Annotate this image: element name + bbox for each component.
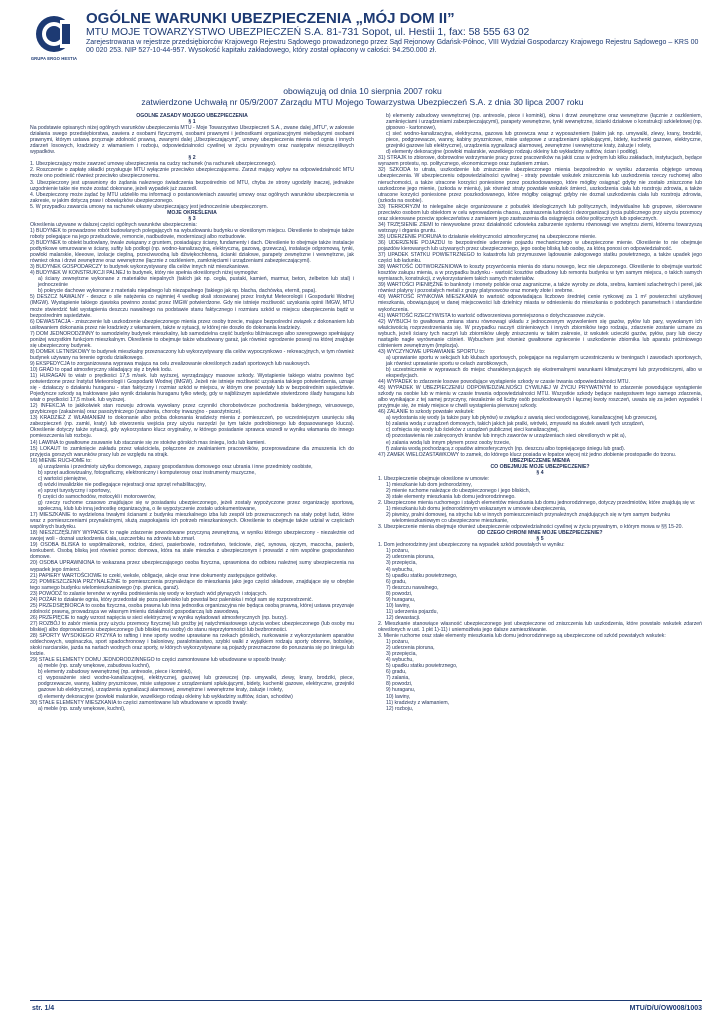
- definition: 9) EKSPEDYCJA to zorganizowana wyprawa mająca na celu zrealizowanie określonych zadań sportowych lub naukowych.: [30, 360, 311, 367]
- definition-item: e) sprzęt turystyczny i sportowy,: [38, 487, 111, 494]
- definition: 1) BUDYNEK to prowadzone robót budowlanych polegających na wybudowaniu budynku w określonym miejscu. Określenie to obejmuje także roboty polegające na jego przebudowie, remoncie, nadbudowie, modernizacji albo rozbudowie.: [30, 227, 354, 240]
- list-item: 2) uderzenia pioruna,: [386, 645, 435, 652]
- definition-item: c) wyposażenie sieci wodno-kanalizacyjnej, elektrycznej, gazowej lub grzewczej (np. umywalki, zlewy, krany, brodziki, piece, podgrzewacze, wanny, kabiny prysznicowe, misie ustępowe z urządzeniami spłukującymi, bidety, kuchenki gazowe, elektryczne, grzejniki gazowe lub elektryczne), urządzenia sygnalizacji alarmowej, zewnętrzne i wewnętrzne kraty, żaluzje i rolety,: [38, 675, 354, 694]
- list-item: 4) wybuchu,: [386, 566, 414, 573]
- list-item: 1) mieszkaniu lub domu jednorodzinnym wskazanym w umowie ubezpieczenia,: [386, 506, 567, 513]
- list-item: 1) pożaru,: [386, 548, 410, 555]
- definition: 38) WARTOŚĆ ODTWORZENIOWA to koszty przywrócenia mienia do stanu nowego, lecz nie ulepszonego. Określenie to obejmuje wartość kosztów zakupu mienia, a w przypadku budynku - wartość kosztów odbudowy lub remontu budynku w tym samym miejscu, o takich samych wymiarach, konstrukcji, z wykorzystaniem takich samych materiałów.: [378, 264, 702, 283]
- definition: 23) POWÓDŹ to zalanie terenów w wyniku podniesienia się wody w korytach wód płynących i stojących.: [30, 590, 268, 597]
- definition-item: b) elementy zabudowy wewnętrznej (np. antresole, piece i kominki),: [38, 669, 193, 676]
- definition-item: d) elementy dekoracyjne (powłoki malarskie, wszelkiego rodzaju okleiny lub wykładziny sufitów, ścian i podłóg).: [386, 149, 639, 156]
- paragraph: 4. Ubezpieczony może żądać by MTU udzieliło mu informacji o postanowieniach zawartej umowy oraz ogólnych warunków ubezpieczenia w zakresie, w jakim dotyczą praw i obowiązków ubezpieczonego.: [30, 191, 354, 204]
- paragraph: 1. Ubezpieczenie obejmuje określone w umowie:: [378, 475, 490, 482]
- definition-item: a) urządzenia i przedmioty użytku domowego, zapasy gospodarstwa domowego oraz ubrania i inne przedmioty osobiste,: [38, 463, 313, 470]
- list-item: 5) upadku statku powietrznego,: [386, 663, 458, 670]
- company-address: MTU MOJE TOWARZYSTWO UBEZPIECZEŃ S.A. 81-731 Sopot, ul. Hestii 1, fax: 58 555 63 02: [86, 27, 530, 38]
- definition: 19) OSOBA BLISKA to współmałżonek, rodzice, dzieci, pasierbowie, rodzeństwo, teściowie, zięć, synowa, ojczym, macocha, pasierb, konkubent. Osobą bliską jest również pomoc domowa, która na stałe mieszka z ubezpieczonym i prowadzi z nim wspólne gospodarstwo domowe.: [30, 542, 354, 561]
- risk-list: [378, 548, 702, 621]
- definition: 46) ZALANIE to szkody powstałe wskutek:: [378, 409, 475, 416]
- definition: 42) WYBUCH to gwałtowna zmiana stanu równowagi układu z jednoczesnym wyzwoleniem się gazów, pyłów lub pary, wywołanym ich właściwością rozprzestrzeniania się. W przypadku naczyń ciśnieniowych i innych zbiorników tego rodzaju, zdarzenie zostanie uznane za wybuch, jeżeli ściany tych naczyń lub zbiorników uległy zniszczeniu w takim zakresie, iż wskutek ucieczki gazów, pyłów, pary lub cieczy nastąpiło nagłe wyrównanie ciśnień. Wybuchem jest również gwałtowne zgniecenie i uszkodzenie zbiornika lub aparatu próżniowego ciśnieniem zewnętrznym (implozja).: [378, 318, 702, 349]
- definition-item: a) ściany zewnętrzne wykonane z materiałów niepalnych (takich jak np. cegła, pustaki, kamień, marmur, beton, żelbeton lub stal) i jednocześnie: [38, 276, 354, 289]
- definition: 28) SPORTY WYSOKIEGO RYZYKA to rafting i inne sporty wodne uprawiane na rzekach górskich, nurkowanie z wykorzystaniem aparatów oddechowych, wspinaczka, sport spadochronowy i baloniowy, paralotniarstwo, szybki walki z wyjątkiem rodzaju sporty obronne, bobsleje, skoki narciarskie, jazda na nartach wodnych oraz sporty, w których wykorzystywane są pojazdy przeznaczone do poruszania się po śniegu lub lodzie.: [30, 633, 354, 658]
- paragraph-number: § 2: [188, 155, 196, 162]
- definition-item: b) pokrycie dachowe wykonane z materiału niepalnego lub niezapalnego (takiego jak np. blacha, dachówka, eternit, papa).: [38, 288, 317, 295]
- list-item: 3) przepięcia,: [386, 560, 417, 567]
- list-item: 4) wybuchu,: [386, 657, 414, 664]
- list-item: 6) gradu,: [386, 578, 407, 585]
- definition-item: f) części do samochodów, motocykli i motorowerów,: [38, 493, 156, 500]
- definition: 40) WARTOŚĆ RYNKOWA MIESZKANIA to wartość odpowiadająca liczbowo średniej cenie rynkowej za 1 m² powierzchni użytkowej mieszkania, obowiązującej w danej miejscowości lub dzielnicy miasta w odniesieniu do mieszkania o podobnych parametrach i standardzie wykończenia.: [378, 294, 702, 313]
- definition: 31) STRAJK to zbiorowe, dobrowolne wstrzymanie pracy przez pracowników na jakiś czas w jednym lub kilku zakładach, instytucjach, będące wyrazem protestu, np. politycznego, ekonomicznego oraz żądaniem zmian.: [378, 155, 702, 168]
- document-body: [30, 113, 702, 993]
- list-item: 6) gradu,: [386, 669, 407, 676]
- paragraph-number: § 4: [536, 469, 544, 476]
- definition: 25) PRZEDSIĘBIORCA to osoba fizyczna, osoba prawna lub inna jednostka organizacyjna nie będąca osobą prawną, której ustawa przyznaje zdolność prawną, prowadząca we własnym imieniu działalność gospodarczą lub zawodową.: [30, 602, 354, 615]
- definition-item: g) rzeczy ruchome czasowo znajdujące się w posiadaniu ubezpieczonego, jeżeli zostały wypożyczone przez organizację sportową, społeczną, klub lub inną jednostkę organizacyjną, o ile wypożyczenie zostało udokumentowane,: [38, 500, 354, 513]
- list-item: 8) powodzi,: [386, 681, 413, 688]
- definition: 27) ROZBÓJ to zabór mienia przy użyciu przemocy fizycznej lub groźby jej natychmiastowego użycia wobec ubezpieczonego (lub osoby mu bliskiej) albo doprowadzeniu ubezpieczonego (lub bliskiej mu osoby) do stanu nieprzytomności lub bezbronności.: [30, 620, 354, 633]
- paragraph: 2. Roszczenie o zapłatę składki przysługuje MTU wyłącznie przeciwko ubezpieczającemu. Zarzut mający wpływ na odpowiedzialność MTU może ono podnieść również przeciwko ubezpieczonemu.: [30, 167, 354, 180]
- document-code: MTU/D/U/OW008/1003: [629, 1005, 702, 1012]
- section-heading: OD CZEGO CHRONI MNIE MOJE UBEZPIECZENIE?: [477, 530, 603, 537]
- document-title: OGÓLNE WARUNKI UBEZPIECZENIA „MÓJ DOM II”: [86, 10, 455, 27]
- definition: 16) MIENIE RUCHOME to:: [30, 457, 92, 464]
- definition: 8) DOMEK LETNISKOWY to budynek mieszkalny przeznaczony lub wykorzystywany dla celów wypoczynkowo - rekreacyjnych, w tym również budynek używany na terenie ogrodu działkowego.: [30, 348, 354, 361]
- list-item: 9) huraganu,: [386, 687, 416, 694]
- definition: 10) GRAD to opad atmosferyczny składający się z bryłek lodu.: [30, 366, 173, 373]
- definition: 44) WYPADEK to zdarzenie losowe powodujące wystąpienie szkody w czasie trwania odpowiedzialności MTU.: [378, 379, 630, 386]
- definition: 2) BUDYNEK to obiekt budowlany, trwale związany z gruntem, posiadający ściany, fundamenty i dach. Określenie to obejmuje także instalacje podtynkowe wmurowane w ściany, sufity lub podłogi (np. wodno-kanalizacyjną, elektryczną, gazową, grzewczą), instalacje odgromową, tynki, powłoki malarskie, kleeowe, izolacje cieplną, przeciwwodną lub dźwiękochłonną, ścianki działowe, parapety zewnętrzne i wewnętrzne, jak również okna i drzwi zewnętrzne oraz wewnętrzne (łącznie z oszkleniem, zamknięciami i urządzeniami zabezpieczającymi).: [30, 239, 354, 265]
- section-heading: OGÓLNE ZASADY MOJEGO UBEZPIECZENIA: [136, 113, 248, 119]
- list-item: 2) uderzenia pioruna,: [386, 554, 435, 561]
- definition-item: b) sprzęt audiowizualny, fotograficzny, elektroniczny i komputerowy oraz instrumenty muzyczne,: [38, 469, 256, 476]
- list-item: 8) powodzi,: [386, 590, 413, 597]
- section-heading: UBEZPIECZENIE MIENIA: [509, 457, 571, 464]
- definition-item: c) cofnięcia się wody lub ścieków z urządzeń publicznej sieci kanalizacyjnej,: [386, 427, 559, 434]
- list-item: 1) pożaru,: [386, 639, 410, 646]
- paragraph: 3. Mienie ruchome oraz stałe elementy mieszkania lub domu jednorodzinnego są ubezpieczone od szkód powstałych wskutek:: [378, 633, 666, 640]
- definition-item: a) uprawianie sportu w sekcjach lub klubach sportowych, polegające na regularnym uczestniczeniu w treningach i zawodach sportowych, jak również uprawianie sportu w celach zarobkowych,: [386, 354, 702, 367]
- logo-caption: GRUPA ERGO HESTIA: [30, 56, 78, 61]
- mtu-logo-icon: [34, 14, 74, 54]
- definition: 22) POMIESZCZENIA PRZYNALEŻNE to pomieszczenia przynależące do mieszkania jako jego części składowe, znajdujące się w obrębie tego samego budynku wielomieszkaniowego (np. piwnica, garaż).: [30, 578, 354, 591]
- list-item: 11) kradzieży z włamaniem,: [386, 699, 450, 706]
- approval-info: zatwierdzone Uchwałą nr 05/9/2007 Zarządu MTU Mojego Towarzystwa Ubezpieczeń S.A. z dnia 30 lipca 2007 roku: [141, 97, 584, 107]
- paragraph: Na podstawie opisanych niżej ogólnych warunków ubezpieczenia MTU - Moje Towarzystwo Ubezpieczeń S.A., zwane dalej „MTU”, w zakresie działania swego przedsiębiorstwa, zawiera z osobami fizycznymi, osobami prawnymi i jednostkami organizacyjnymi niebędącymi osobami prawnymi, którym ustawa przyznaje zdolność prawną, zwanymi dalej „Ubezpieczającymi”, umowy ubezpieczenia mienia od ognia i innych zdarzeń losowych, kradzieży z włamaniem i rozboju, odpowiedzialności cywilnej w życiu prywatnym oraz następstw nieszczęśliwych wypadków.: [30, 125, 354, 156]
- definition: 7) DOM JEDNORODZINNY to samodzielny budynek mieszkalny, lub samodzielna część budynku bliźniaczego albo szeregowego spełniający poniżej wszystkim funkcjom mieszkalnym. Określenie to obejmuje także wbudowany garaż, jak również ogrodzenie posesji na której znajduje się ubezpieczony budynek.: [30, 330, 354, 349]
- definition-item: c) wartości pieniężne,: [38, 475, 88, 482]
- paragraph-number: § 1: [188, 119, 196, 126]
- definition: 14) LAWINA to gwałtowne zsuwanie lub staczanie się ze stoków górskich mas śniegu, lodu lub kamieni.: [30, 439, 266, 446]
- paragraph: Określenia używane w dalszej części ogólnych warunków ubezpieczenia:: [30, 221, 197, 228]
- left-column: [30, 113, 354, 993]
- paragraph: 3. Ubezpieczenie mienia obejmuje również ubezpieczenie odpowiedzialności cywilnej w życiu prywatnym, o którym mowa w §§ 15-20.: [378, 524, 683, 531]
- definition: 12) INFEKCJA to jakikolwiek stan rozwoju zdrowia wywołany przez czynniki chorobotwórcze pochodzenia bakteryjnego, wirusowego, grzybiczego (zakażenia) oraz pasożytniczego (zarażenia, choroby inwazyjno - pasożytnicze).: [30, 403, 354, 416]
- definition: 35) UDERZENIE PIORUNA to działanie elektryczności atmosferycznej na ubezpieczone mienie.: [378, 233, 597, 240]
- definition: 32) SZKODA to utrata, uszkodzenie lub zniszczenie ubezpieczonego mienia bezpośrednio w wyniku zdarzenia objętego umową ubezpieczenia. W ubezpieczeniu odpowiedzialności cywilnej - straty powstałe wskutek zniszczenia lub uszkodzenia rzeczy ruchomej albo nieruchomości, a także utracone korzyści poniesione przez poszkodowanego, które mógłby osiągnąć gdyby nie zostało zniszczone lub uszkodzone jego mienie, (szkoda w mieniu), jak również straty powstałe wskutek śmierci, uszkodzenia ciała lub rozstroju zdrowia, a także utracone korzyści poniesione przez poszkodowanego, które mógłby osiągnąć gdyby nie doznał uszkodzenia ciała lub rozstroju zdrowia, (szkoda na osobie).: [378, 167, 702, 204]
- definition: 47) ZAMEK WIELOZASTAWKOWY to zamek, do którego klucz posiada w łopatce więcej niż jedno złobienie prostopadłe do trzonu.: [378, 451, 677, 458]
- definition: 29) STAŁE ELEMENTY DOMU JEDNORODZINNEGO to części zamontowane lub wbudowane w sposób trwały:: [30, 657, 287, 664]
- list-item: 7) zalania,: [386, 675, 410, 682]
- definition: 11) HURAGAN to wiatr o prędkości 17,5 m/sek. lub wyższej, wyrządzający masowe szkody. Wystąpienie takiego wiatru powinno być potwierdzone przez Instytut Meteorologii i Gospodarki Wodnej (IMGW). Jeżeli nie istnieje możliwość uzyskania takiego potwierdzenia, uznaje się - działaczy o działaniu huraganu - stan faktyczny i rozmiar szkód w miejscu, w którym one powstały lub w bezpośrednim sąsiedztwie. Pojedyncze szkody są traktowane jako wynik działania huraganu tylko wtedy, gdy w najbliższym sąsiedztwie stwierdzono ślady huraganu lub wiatr o prędkości 17,5 m/sek. lub wyższej.: [30, 373, 354, 404]
- list-item: 12) rozboju,: [386, 705, 414, 712]
- definition: 18) NIESZCZĘŚLIWY WYPADEK to nagłe zdarzenie powodowane przyczyną zewnętrzną, w wyniku którego ubezpieczony - niezależnie od swojej woli - doznał uszkodzenia ciała, uszczerbku na zdrowiu lub zmarł.: [30, 530, 354, 543]
- page-number: str. 1/4: [32, 1005, 55, 1012]
- list-item: 12) dewastacji.: [386, 614, 421, 621]
- list-item: 7) deszczu nawalnego,: [386, 584, 439, 591]
- paragraph: 2. Ubezpieczone mienia ruchomego i stałych elementów mieszkania lub domu jednorodzinnego, dotyczy przedmiotów, które znajdują się w:: [378, 500, 696, 506]
- validity-info: [0, 86, 725, 108]
- section-heading: CO OBEJMUJE MOJE UBEZPIECZENIE?: [490, 463, 590, 470]
- document-header: [30, 10, 700, 72]
- list-item: 1) mieszkanie lub dom jednorodzinny,: [386, 481, 472, 488]
- list-item: 5) upadku statku powietrznego,: [386, 572, 458, 579]
- definition: 43) WYCZYNOWE UPRAWIANIE SPORTU to:: [378, 348, 486, 355]
- paragraph: 1. Ubezpieczający może zawrzeć umowę ubezpieczenia na cudzy rachunek (na rachunek ubezpieczonego).: [30, 161, 277, 168]
- definition-item: b) zalania wodą z urządzeń domowych, takich jakich jak pralki, wirówki, zmywarki na skutek awarii tych urządzeń,: [386, 421, 645, 428]
- list-item: 9) huraganu,: [386, 596, 416, 603]
- definition-item: d) pozostawienia nie zakręconych kranów lub innych zaworów w urządzeniach sieci określonych w pkt a),: [386, 433, 627, 440]
- definition: 39) WARTOŚCI PIENIĘŻNE to banknoty i monety polskie oraz zagraniczne, a także wyroby ze złota, srebra, kamieni szlachetnych i pereł, jak również platyny i pozostałych metali z grupy platynowców oraz monety złote i srebrne.: [378, 282, 702, 295]
- risk-list: [378, 639, 702, 712]
- valid-from: obowiązują od dnia 10 sierpnia 2007 roku: [283, 86, 442, 96]
- definition-item: a) meble (np. szafy wnękowe, kuchni),: [38, 705, 126, 712]
- paragraph: 1. Dom jednorodzinny jest ubezpieczony na wypadek szkód powstałych w wyniku:: [378, 542, 565, 549]
- definition-item: a) meble (np. szafy wnękowe, zabudowa kuchni),: [38, 663, 151, 670]
- right-column: [378, 113, 702, 993]
- definition: 5) DESZCZ NAWALNY - deszcz o sile natężenia co najmniej 4 według skali stosowanej przez Instytut Meteorologii i Gospodarki Wodnej (IMGW). Wystąpienie takiego zjawiska powinno zostać przez IMGW potwierdzone. Gdy nie istnieje możliwość uzyskania opinii IMGW, MTU może stwierdzić fakt wystąpienia deszczu nawalnego na podstawie stanu faktycznego i rozmiaru szkód w miejscu ubezpieczenia bądź w bezpośrednim sąsiedztwie.: [30, 294, 354, 319]
- paragraph-number: § 3: [188, 215, 196, 222]
- definition-item: d) wózki inwalidzkie nie podlegające rejestracji oraz sprzęt rehabilitacyjny,: [38, 481, 206, 488]
- list-item: 10) lawiny,: [386, 602, 411, 609]
- definition: 26) PRZEPIĘCIE to nagły wzrost napięcia w sieci elektrycznej w wyniku wyładowań atmosferycznych (np. burzy).: [30, 614, 288, 621]
- footer-divider: [30, 1000, 702, 1001]
- definition-item: b) uczestniczenie w wyprawach do miejsc charakteryzujących się ekstremalnymi warunkami klimatycznymi lub przyrodniczymi, albo w ekspedycjach.: [386, 366, 702, 380]
- definition: 30) STAŁE ELEMENTY MIESZKANIA to części zamontowane lub wbudowane w sposób trwały:: [30, 699, 248, 706]
- definition-item: b) elementy zabudowy wewnętrznej (np. antresole, piece i kominki), okna i drzwi zewnętrzne oraz wewnętrzne (łącznie z oszkleniem, zamknięciami i urządzeniami zabezpieczającymi), parapety wewnętrzne, tynki wewnętrzne, ścianki działowe o konstrukcji szkieletowej (np. gipsowo - kartonowe),: [386, 113, 702, 132]
- definition-item: e) zalania wodą lub innym płynem przez osoby trzecie,: [386, 439, 511, 446]
- list-item: 2) mienie ruchome należące do ubezpieczonego i jego bliskich,: [386, 487, 531, 494]
- definition: 33) TERRORYZM to nielegalne akcje organizowane z pobudek ideologicznych lub politycznych, indywidualne lub grupowe, skierowane przeciwko osobom lub obiektom w celu wprowadzenia chaosu, zastraszenia ludności i dezorganizacji życia publicznego przy użyciu przemocy oraz skierowane przeciw społeczeństwu z zamiarem jego zastraszenia dla osiągnięcia celów politycznych lub społecznych.: [378, 203, 702, 222]
- definition: 4) BUDYNEK W KONSTRUKCJI PALNEJ to budynek, który nie spełnia określonych niżej wymogów:: [30, 270, 259, 277]
- definition-item: a) wydostania się wody (a także pary lub płynów) w związku z awarią sieci wodociągowej, kanalizacyjnej lub grzewczej,: [386, 415, 658, 422]
- paragraph-number: § 5: [536, 536, 544, 543]
- list-item: 3) stałe elementy mieszkania lub domu jednorodzinnego.: [386, 493, 516, 500]
- paragraph: 5. W przypadku zawarcia umowy na rachunek własny ubezpieczający jest jednocześnie ubezpieczonym.: [30, 203, 269, 210]
- definition: 3) BUDYNEK GOSPODARCZY to budynek wykorzystywany dla celów innych niż mieszkaniowe.: [30, 264, 250, 271]
- list-item: 10) lawiny,: [386, 693, 411, 700]
- list-item: 3) przepięcia,: [386, 651, 417, 658]
- paragraph: 2. Mieszkanie stanowiące własność ubezpieczonego jest ubezpieczone od zniszczenia lub uszkodzenia, które powstało wskutek zdarzeń określonych w ust. 1 pkt 1)-11) i uniemożliwia jego dalsze zamieszkiwanie.: [378, 620, 702, 633]
- paragraph: 3. Ubezpieczony jest uprawniony do żądania naleznego świadczenia bezpośrednio od MTU, chyba że strony ugodziły inaczej, jednakże uzgodnienie takie nie może zostać dokonane, jeżeli wypadek już zaszedł.: [30, 179, 354, 192]
- list-item: 2) piwnicy, pralni domowej, na strychu lub w innych pomieszczeniach przynależnych znajdujących się w tym samym budynku: [386, 512, 671, 519]
- definition: 21) PAPIERY WARTOŚCIOWE to czeki, weksle, obligacje, akcje oraz inne dokumenty zastępujące gotówkę.: [30, 572, 278, 579]
- definition: 34) TRZĘSIENIE ZIEMI to niewywołane przez działalność człowieka zaburzenie systemu równowagi we wnętrzu ziemi, któremu towarzyszą wstrząsy i drgania gruntu.: [378, 221, 702, 234]
- section-heading: MOJE OKREŚLENIA: [167, 209, 217, 216]
- registration-info: Zarejestrowana w rejestrze przedsiębiorców Krajowego Rejestru Sądowego prowadzonego przez Sąd Rejonowy Gdańsk-Północ, VIII Wydział Gospodarczy Krajowego Rejestru Sądowego – KRS 00 00 020 253. NIP 527-10-44-957. Wysokość kapitału zakładowego, który został opłacony w całości: 94.250.000 zł.: [86, 39, 699, 55]
- definition: 15) LOKAUT to zamknięcie zakładu przez właściciela, połączone ze zwalnianiem pracowników, przeprowadzane dla zmuszenia ich do przyjęcia gorszych warunków pracy lub ze względu na strajk.: [30, 445, 354, 458]
- definition: 20) OSOBA UPRAWNIONA to wskazana przez ubezpieczającego osoba fizyczna, uprawniona do odbioru należnej sumy ubezpieczenia na wypadek jego śmierci.: [30, 560, 354, 573]
- mtu-logo: [30, 14, 78, 70]
- list-item: wielomieszkaniowym co ubezpieczone mieszkanie,: [392, 518, 509, 525]
- definition: 36) UDERZENIE POJAZDU to bezpośrednie uderzenie pojazdu mechanicznego w ubezpieczone mienie. Określenie to nie obejmuje pojazdów kierowanych lub używanych przez ubezpieczonego, jego osobę bliską lub osobę, za którą ponosi on odpowiedzialność.: [378, 239, 702, 253]
- definition: 17) MIESZKANIE to wydzielona trwałymi ścianami z budynku mieszkalnego izba lub zespół izb przeznaczonych na stały pobyt ludzi, które wraz z pomieszczeniami przynależnymi, służą zaspokajaniu ich potrzeb mieszkaniowych. Określenie to obejmuje także udział w częściach wspólnych budynku.: [30, 512, 354, 531]
- definition: 41) WARTOŚĆ RZECZYWISTA to wartość odtworzeniowa pomniejszona o dotychczasowe zużycie.: [378, 312, 605, 319]
- definition: 45) WYPADEK W UBEZPIECZENIU ODPOWIEDZIALNOŚCI CYWILNEJ W ŻYCIU PRYWATNYM to zdarzenie powodujące wystąpienie szkody na osobie lub w mieniu w czasie trwania odpowiedzialności MTU. Wszystkie szkody będące następstwem tego samego zdarzenia, albo wynikające z tej samej przyczyny, niezależnie od liczby osób poszkodowanych i łącznej kwoty roszczeń, uważa się za jeden wypadek i przyjmuje się, że miały miejsce w chwili wystąpienia pierwszej szkody.: [378, 385, 702, 410]
- definition-item: f) zalania wodą pochodzącą z opadów atmosferycznych (np. deszczu albo topniejącego śniegu lub grad).: [386, 445, 626, 452]
- definition-item: c) sieć wodno-kanalizacyjna, elektryczna, gazowa lub grzewcza wraz z wyposażeniem (takim jak np. umywalki, zlewy, krany, brodziki, piece, podgrzewacze, wanny, kabiny prysznicowe, misie ustępowe z urządzeniami spłukującymi, bidety, kuchenki gazowe, elektryczne, grzejniki gazowe lub elektryczne), urządzenia sygnalizacji alarmowej, zewnętrzne i wewnętrzne kraty, żaluzje i rolety,: [386, 131, 702, 150]
- definition: 13) KRADZIEŻ Z WŁAMANIEM to dokonanie albo próba dokonania kradzieży mienia z pomieszczeń, po wcześniejszym usunięciu siłą zabezpieczeń (np. zamki, kraty) lub otworzeniu wejścia przy użyciu narzędzi (w tym także podrobionego lub dopasowanego klucza). Określenie dotyczy także sytuacji, gdy wykorzystano klucz oryginalny, w którego posiadanie sprawca wszedł w wyniku włamania do innego pomieszczenia lub rozboju.: [30, 415, 354, 440]
- definition: 37) UPADEK STATKU POWIETRZNEGO to katastrofa lub przymusowe lądowanie załogowego statku powietrznego, a także upadek jego części lub ładunku.: [378, 252, 702, 265]
- definition-item: d) elementy dekoracyjne (powłoki malarskie, wszelkiego rodzaju okleiny lub wykładziny sufitów, ścian, schodów): [38, 693, 293, 700]
- definition: 24) POŻAR to działanie ognia, który przedostał się poza palenisko lub powstał bez paleniska i mógł sam się rozprzestrzenić.: [30, 596, 313, 603]
- list-item: 11) uderzenia pojazdu,: [386, 608, 438, 615]
- definition: 6) DEWASTACJA - zniszczenie lub uszkodzenie ubezpieczonego mienia przez osoby trzecie, mające bezpośredni związek z dokonaniem lub usiłowaniem dokonania przez nie kradzieży z włamaniem, także w sytuacji, w której nie doszło do dokonania kradzieży.: [30, 318, 354, 331]
